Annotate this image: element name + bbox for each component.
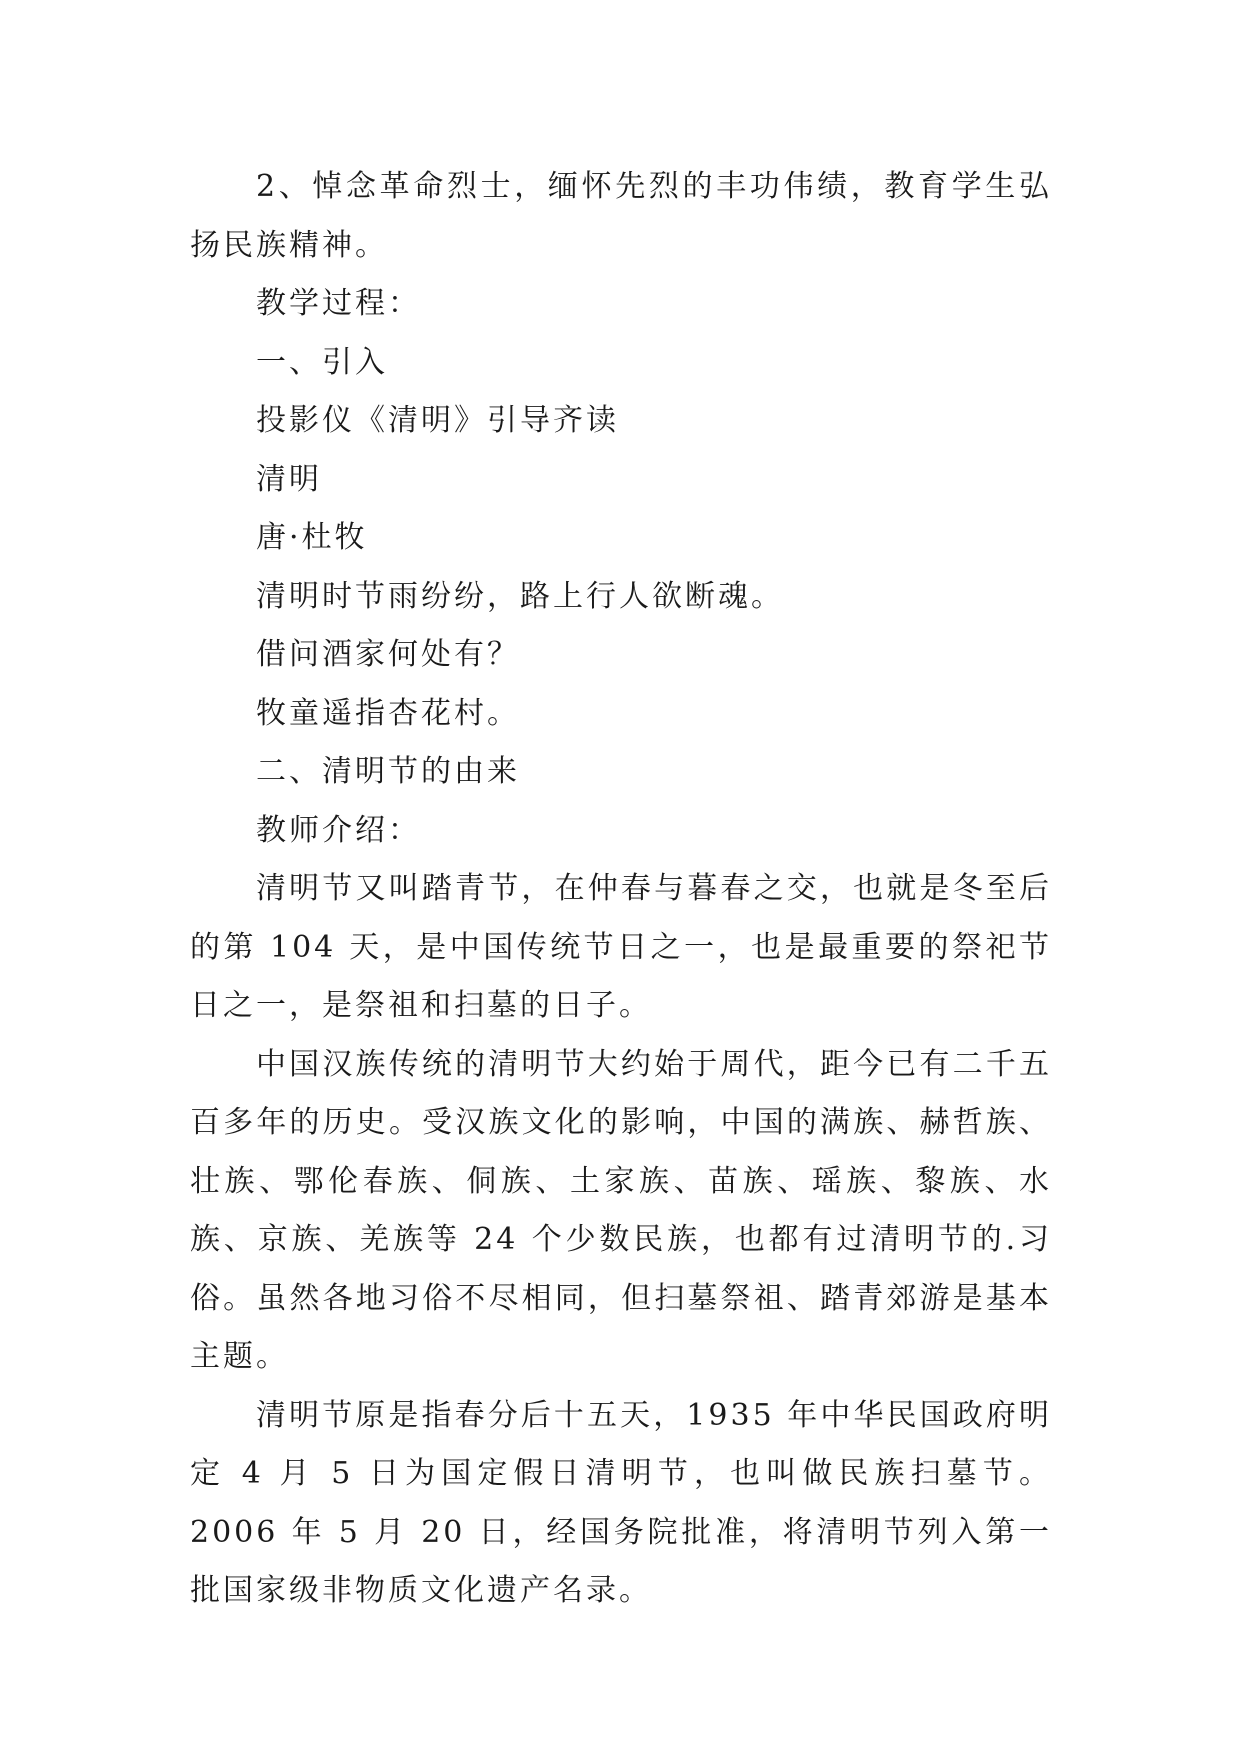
- projector-line: 投影仪《清明》引导齐读: [256, 403, 619, 438]
- poem-line-2: 借问酒家何处有？: [256, 637, 520, 672]
- section-1-heading: 一、引入: [256, 344, 388, 380]
- poem-title: 清明: [256, 461, 322, 497]
- document-page: [190, 158, 1052, 1621]
- poem-author: 唐·杜牧: [256, 520, 368, 555]
- paragraph-origin-1: 清明节又叫踏青节，在仲春与暮春之交，也就是冬至后的第 104 天，是中国传统节日之一，也是最重要的祭祀节日之一，是祭祖和扫墓的日子。: [190, 871, 1052, 1023]
- teacher-intro: 教师介绍：: [256, 812, 421, 848]
- poem-line-3: 牧童遥指杏花村。: [256, 695, 520, 731]
- paragraph-goal-2: 2、悼念革命烈士，缅怀先烈的丰功伟绩，教育学生弘扬民族精神。: [190, 169, 1052, 263]
- poem-line-1: 清明时节雨纷纷，路上行人欲断魂。: [256, 578, 784, 614]
- paragraph-origin-3: 清明节原是指春分后十五天，1935 年中华民国政府明定 4 月 5 日为国定假日清明节，也叫做民族扫墓节。2006 年 5 月 20 日，经国务院批准，将清明节列入第一批国家级非物质文化遗产名录。: [190, 1397, 1052, 1608]
- process-heading: 教学过程：: [256, 286, 421, 321]
- paragraph-origin-2: 中国汉族传统的清明节大约始于周代，距今已有二千五百多年的历史。受汉族文化的影响，中国的满族、赫哲族、壮族、鄂伦春族、侗族、土家族、苗族、瑶族、黎族、水族、京族、羌族等 24 个少数民族，也都有过清明节的.习俗。虽然各地习俗不尽相同，但扫墓祭祖、踏青郊游是基本主题。: [190, 1046, 1052, 1374]
- section-2-heading: 二、清明节的由来: [256, 754, 520, 789]
